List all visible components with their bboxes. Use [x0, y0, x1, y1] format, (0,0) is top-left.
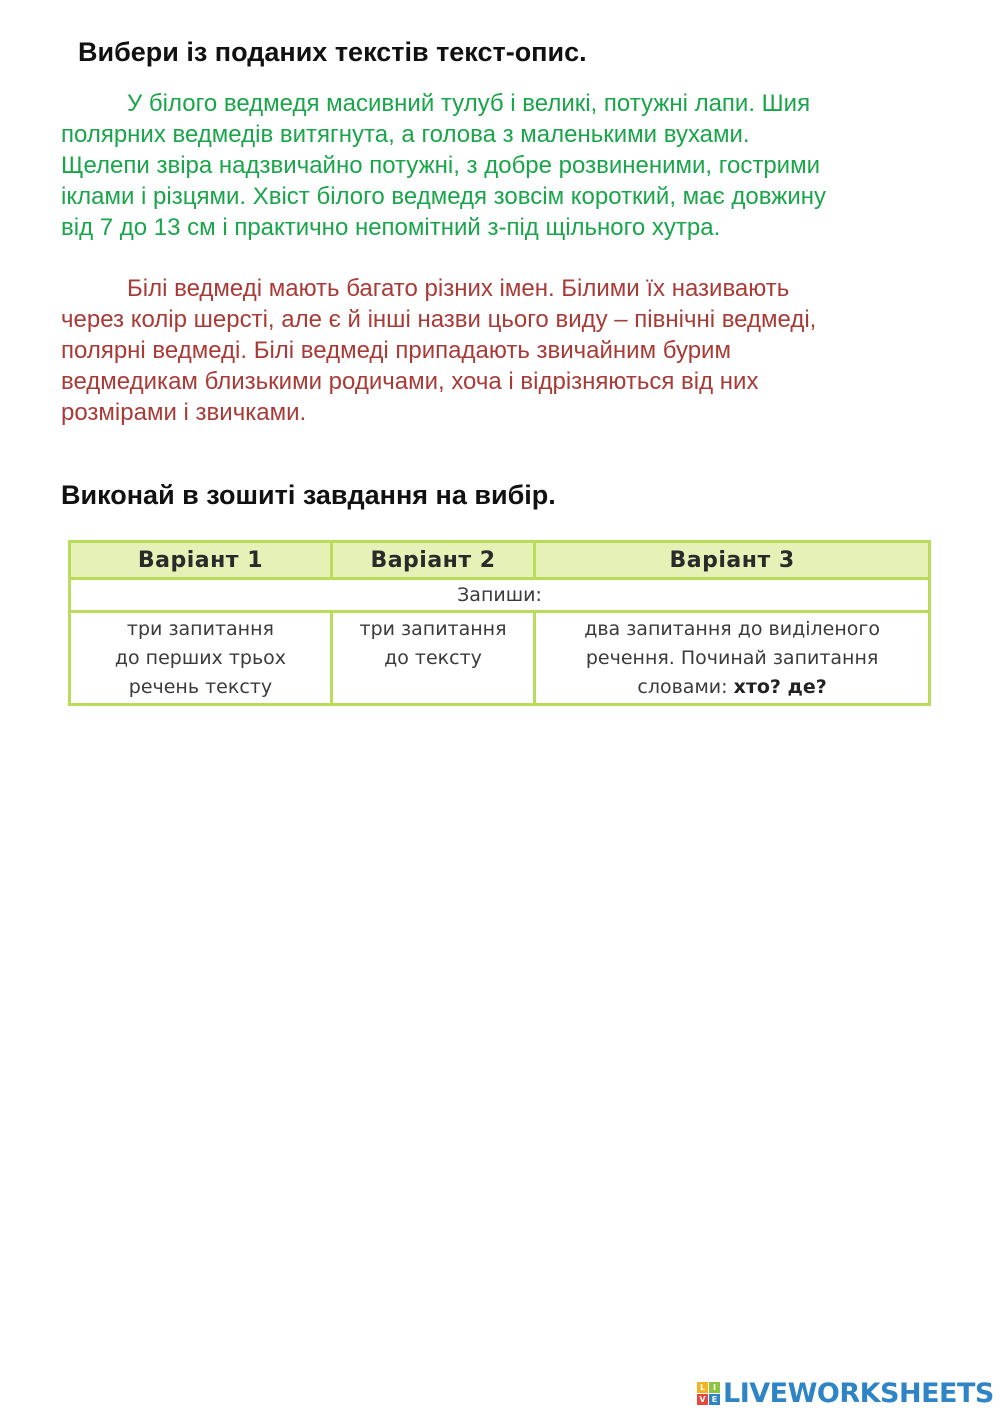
- cell-line: речень тексту: [128, 676, 273, 698]
- variants-header-row: [70, 542, 930, 579]
- logo-mark-tile: L: [697, 1382, 708, 1393]
- task1-heading: Вибери із поданих текстів текст-опис.: [78, 37, 587, 67]
- text-line: Білі ведмеді мають багато різних імен. Білими їх називають: [127, 275, 790, 302]
- task2-heading: Виконай в зошиті завдання на вибір.: [61, 480, 556, 510]
- text-red-paragraph: [61, 273, 941, 428]
- cell-line: три запитання: [359, 618, 507, 640]
- text-line: через колір шерсті, але є й інші назви цього виду – північні ведмеді,: [61, 306, 817, 333]
- cell-line: речення. Починай запитання: [585, 647, 879, 669]
- logo-mark-tile: V: [697, 1394, 708, 1405]
- cell-line: два запитання до виділеного: [584, 618, 880, 640]
- text-green-paragraph: [61, 88, 941, 243]
- variant-1-header: Варіант 1: [70, 542, 332, 579]
- text-line: полярних ведмедів витягнута, а голова з маленькими вухами.: [61, 121, 750, 148]
- cell-line: до перших трьох: [114, 647, 287, 669]
- liveworksheets-logo: [697, 1378, 994, 1408]
- variants-subheader-row: [70, 579, 930, 612]
- logo-text: LIVEWORKSHEETS: [723, 1377, 994, 1409]
- variant-3-header: Варіант 3: [535, 542, 930, 579]
- logo-mark-icon: [697, 1382, 720, 1405]
- text-line: іклами і різцями. Хвіст білого ведмедя зовсім короткий, має довжину: [61, 183, 826, 210]
- cell-line: три запитання: [126, 618, 274, 640]
- text-line: У білого ведмедя масивний тулуб і великі, потужні лапи. Шия: [127, 90, 811, 117]
- logo-mark-tile: I: [709, 1382, 720, 1393]
- cell-line-last: [536, 673, 928, 702]
- text-line: полярні ведмеді. Білі ведмеді припадають звичайним бурим: [61, 337, 731, 364]
- cell-line-prefix: словами:: [637, 676, 734, 698]
- logo-mark-tile: E: [709, 1394, 720, 1405]
- text-line: Щелепи звіра надзвичайно потужні, з добре розвиненими, гострими: [61, 152, 820, 179]
- text-line: ведмедикам близькими родичами, хоча і відрізняються від них: [61, 368, 759, 395]
- variant-1-cell: [70, 612, 332, 705]
- cell-line: до тексту: [384, 647, 482, 669]
- variant-2-header: Варіант 2: [331, 542, 534, 579]
- text-line: від 7 до 13 см і практично непомітний з-під щільного хутра.: [61, 214, 721, 241]
- variant-3-cell: [535, 612, 930, 705]
- variants-table: [68, 540, 931, 706]
- variant-2-cell: [331, 612, 534, 705]
- text-line: розмірами і звичками.: [61, 399, 307, 426]
- write-instruction: Запиши:: [70, 579, 930, 612]
- variants-content-row: [70, 612, 930, 705]
- question-words: хто? де?: [733, 676, 827, 698]
